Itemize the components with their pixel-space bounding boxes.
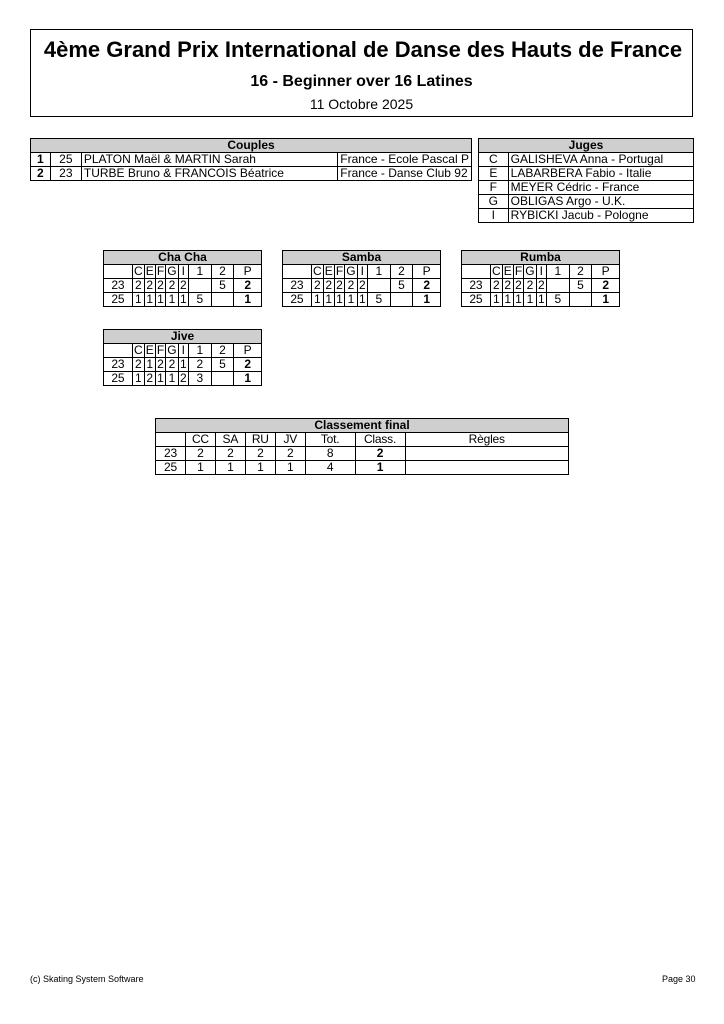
dance-place: 2 <box>234 279 262 293</box>
judge-mark: 2 <box>515 278 522 292</box>
judge-mark: 1 <box>132 372 144 386</box>
judge-mark: 1 <box>157 292 164 306</box>
place-col-header: P <box>592 265 620 279</box>
judge-col-header: F <box>514 264 522 278</box>
judge-mark: 1 <box>180 357 187 371</box>
count-2: 5 <box>211 358 234 372</box>
count-col-header: 2 <box>569 265 592 279</box>
judge-mark: 1 <box>311 293 323 307</box>
count-2 <box>569 293 592 307</box>
place-col-header: P <box>413 265 441 279</box>
judge-mark: 2 <box>323 279 334 293</box>
footer-copyright: (c) Skating System Software <box>30 974 144 984</box>
rules <box>405 447 569 461</box>
judge-mark: 1 <box>345 293 357 307</box>
dance-row <box>462 293 620 307</box>
judge-mark: 2 <box>524 279 536 293</box>
dance-row <box>104 293 262 307</box>
dance-place: 1 <box>413 293 441 307</box>
blank-cell <box>104 344 133 358</box>
dance-table-jive <box>103 329 262 386</box>
dance-place: 1 <box>592 293 620 307</box>
judge-col-header: E <box>145 264 154 278</box>
dance-place: 1 <box>234 293 262 307</box>
final-col-header: Règles <box>405 433 569 447</box>
final-ranking-title: Classement final <box>156 419 569 433</box>
judge-mark: 1 <box>132 293 144 307</box>
rules <box>405 461 569 475</box>
judge-letter: C <box>479 153 509 167</box>
couple-number: 25 <box>156 461 186 475</box>
judge-mark: 2 <box>490 279 502 293</box>
event-date: 11 Octobre 2025 <box>309 96 414 112</box>
judge-col-header: C <box>312 264 322 278</box>
judge-mark: 1 <box>180 292 187 306</box>
judge-mark: 1 <box>144 358 155 372</box>
judge-row <box>479 181 694 195</box>
final-class: 1 <box>355 461 405 475</box>
judge-mark: 2 <box>502 279 513 293</box>
jv-place: 2 <box>275 447 305 461</box>
dance-place: 2 <box>592 279 620 293</box>
couple-row <box>31 153 472 167</box>
final-ranking-table <box>155 418 569 475</box>
couple-number: 23 <box>104 279 133 293</box>
judge-mark: 1 <box>336 292 343 306</box>
judge-col-header: C <box>133 343 143 357</box>
count-1: 5 <box>367 293 390 307</box>
judge-mark: 2 <box>132 358 144 372</box>
judge-col-header: E <box>503 264 512 278</box>
judge-mark: 2 <box>157 278 164 292</box>
count-2 <box>390 293 413 307</box>
count-1: 3 <box>188 372 211 386</box>
couple-number: 25 <box>50 153 81 167</box>
judge-col-header: I <box>357 265 367 279</box>
blank-cell <box>156 433 186 447</box>
dance-title: Cha Cha <box>104 251 262 265</box>
judges-table <box>478 138 694 223</box>
judge-mark: 2 <box>157 357 164 371</box>
sa-place: 2 <box>215 447 245 461</box>
judge-letter: I <box>479 209 509 223</box>
dance-place: 2 <box>413 279 441 293</box>
count-col-header: 2 <box>211 265 234 279</box>
judge-mark: 1 <box>323 293 334 307</box>
judge-col-header: I <box>178 344 188 358</box>
footer-page-number: Page 30 <box>662 974 696 984</box>
cc-place: 2 <box>185 447 215 461</box>
judge-mark: 1 <box>515 292 522 306</box>
couple-place: 1 <box>31 153 51 167</box>
judge-mark: 1 <box>157 371 164 385</box>
judge-mark: 2 <box>132 279 144 293</box>
dance-row <box>104 372 262 386</box>
judge-col-header: I <box>178 265 188 279</box>
dance-table-chacha <box>103 250 262 307</box>
judge-mark: 2 <box>144 372 155 386</box>
judge-col-header: G <box>525 264 535 278</box>
judge-mark: 2 <box>166 279 178 293</box>
judge-mark: 2 <box>166 358 178 372</box>
count-1 <box>367 279 390 293</box>
count-col-header: 1 <box>546 265 569 279</box>
judge-mark: 1 <box>166 293 178 307</box>
judge-name: MEYER Cédric - France <box>508 181 693 195</box>
judge-col-header: G <box>167 343 177 357</box>
couple-number: 25 <box>462 293 491 307</box>
ru-place: 2 <box>245 447 275 461</box>
blank-cell <box>462 265 491 279</box>
couple-number: 25 <box>104 293 133 307</box>
count-1 <box>546 279 569 293</box>
couples-table <box>30 138 472 181</box>
judges-title: Juges <box>479 139 694 153</box>
total: 4 <box>305 461 355 475</box>
place-col-header: P <box>234 265 262 279</box>
count-col-header: 2 <box>390 265 413 279</box>
final-row <box>156 461 569 475</box>
count-2 <box>211 293 234 307</box>
cc-place: 1 <box>185 461 215 475</box>
dance-row <box>462 279 620 293</box>
count-1: 5 <box>546 293 569 307</box>
judge-letter: G <box>479 195 509 209</box>
dance-header-row <box>462 265 620 279</box>
dance-header-row <box>104 344 262 358</box>
ru-place: 1 <box>245 461 275 475</box>
couple-number: 23 <box>50 167 81 181</box>
count-2: 5 <box>390 279 413 293</box>
final-col-header: Class. <box>355 433 405 447</box>
judge-row <box>479 153 694 167</box>
couple-number: 23 <box>104 358 133 372</box>
final-col-header: SA <box>215 433 245 447</box>
jv-place: 1 <box>275 461 305 475</box>
count-2: 5 <box>211 279 234 293</box>
dance-table-rumba <box>461 250 620 307</box>
dance-title: Rumba <box>462 251 620 265</box>
judge-mark: 2 <box>359 278 366 292</box>
judge-col-header: C <box>133 264 143 278</box>
judge-name: GALISHEVA Anna - Portugal <box>508 153 693 167</box>
couple-place: 2 <box>31 167 51 181</box>
judge-mark: 2 <box>538 278 545 292</box>
dance-title: Samba <box>283 251 441 265</box>
count-col-header: 1 <box>188 344 211 358</box>
couple-number: 23 <box>462 279 491 293</box>
judge-mark: 1 <box>490 293 502 307</box>
header-box <box>30 29 693 117</box>
judge-mark: 2 <box>336 278 343 292</box>
count-1 <box>188 279 211 293</box>
judge-mark: 2 <box>180 278 187 292</box>
final-header-row <box>156 433 569 447</box>
judge-mark: 1 <box>502 293 513 307</box>
count-1: 2 <box>188 358 211 372</box>
couple-number: 25 <box>283 293 312 307</box>
judge-letter: E <box>479 167 509 181</box>
judge-name: OBLIGAS Argo - U.K. <box>508 195 693 209</box>
judge-col-header: G <box>167 264 177 278</box>
judge-row <box>479 195 694 209</box>
count-col-header: 1 <box>367 265 390 279</box>
judge-mark: 2 <box>311 279 323 293</box>
couple-names: PLATON Maël & MARTIN Sarah <box>81 153 337 167</box>
couple-row <box>31 167 472 181</box>
judge-name: RYBICKI Jacub - Pologne <box>508 209 693 223</box>
couple-number: 25 <box>104 372 133 386</box>
final-col-header: RU <box>245 433 275 447</box>
judge-col-header: G <box>346 264 356 278</box>
count-1: 5 <box>188 293 211 307</box>
final-col-header: CC <box>185 433 215 447</box>
dance-title: Jive <box>104 330 262 344</box>
final-col-header: JV <box>275 433 305 447</box>
judge-mark: 1 <box>359 292 366 306</box>
judge-mark: 2 <box>144 279 155 293</box>
couple-club: France - Danse Club 92 <box>338 167 472 181</box>
couple-number: 23 <box>283 279 312 293</box>
sa-place: 1 <box>215 461 245 475</box>
judge-col-header: C <box>491 264 501 278</box>
dance-row <box>283 279 441 293</box>
judge-row <box>479 167 694 181</box>
final-row <box>156 447 569 461</box>
judge-col-header: E <box>145 343 154 357</box>
dance-place: 1 <box>234 372 262 386</box>
dance-table-samba <box>282 250 441 307</box>
couple-club: France - Ecole Pascal P <box>338 153 472 167</box>
couple-number: 23 <box>156 447 186 461</box>
judge-mark: 1 <box>538 292 545 306</box>
count-2: 5 <box>569 279 592 293</box>
judge-mark: 1 <box>524 293 536 307</box>
judge-row <box>479 209 694 223</box>
final-col-header: Tot. <box>305 433 355 447</box>
judge-col-header: F <box>335 264 343 278</box>
count-col-header: 2 <box>211 344 234 358</box>
dance-row <box>104 358 262 372</box>
blank-cell <box>283 265 312 279</box>
judge-mark: 1 <box>144 293 155 307</box>
category-subtitle: 16 - Beginner over 16 Latines <box>250 73 473 90</box>
judge-letter: F <box>479 181 509 195</box>
count-2 <box>211 372 234 386</box>
dance-header-row <box>283 265 441 279</box>
couples-title: Couples <box>31 139 472 153</box>
couple-names: TURBE Bruno & FRANCOIS Béatrice <box>81 167 337 181</box>
blank-cell <box>104 265 133 279</box>
dance-row <box>104 279 262 293</box>
judge-name: LABARBERA Fabio - Italie <box>508 167 693 181</box>
dance-header-row <box>104 265 262 279</box>
final-class: 2 <box>355 447 405 461</box>
place-col-header: P <box>234 344 262 358</box>
dance-place: 2 <box>234 358 262 372</box>
judge-col-header: E <box>324 264 333 278</box>
judge-mark: 2 <box>180 371 187 385</box>
total: 8 <box>305 447 355 461</box>
judge-col-header: I <box>536 265 546 279</box>
judge-mark: 1 <box>166 372 178 386</box>
page-title: 4ème Grand Prix International de Danse des Hauts de France <box>43 37 683 62</box>
judge-mark: 2 <box>345 279 357 293</box>
dance-row <box>283 293 441 307</box>
count-col-header: 1 <box>188 265 211 279</box>
judge-col-header: F <box>156 343 164 357</box>
judge-col-header: F <box>156 264 164 278</box>
